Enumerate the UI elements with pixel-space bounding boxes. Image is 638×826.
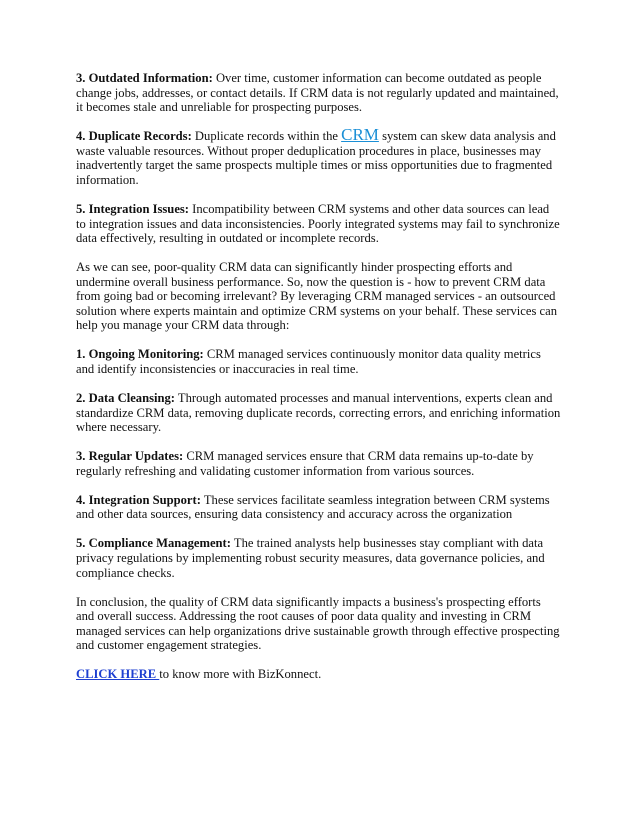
text-outdated-information: Over time, customer information can become outdated as people change jobs, addresses, or contact details. If CRM data is not regularly updated and maintained, it becomes stale and unreliable for prospecting purposes. xyxy=(76,71,559,115)
text-compliance-management: The trained analysts help businesses stay compliant with data privacy regulations by implementing robust security measures, data governance policies, and compliance checks. xyxy=(76,536,545,580)
text-crm-managed-services-intro: As we can see, poor-quality CRM data can significantly hinder prospecting efforts and undermine overall business performance. So, now the question is - how to prevent CRM data from going bad or becoming irrelevant? By leveraging CRM managed services - an outsourced solution where experts maintain and optimize CRM systems on your behalf. These services can help you manage your CRM data through: xyxy=(76,260,558,333)
heading-compliance-management: 5. Compliance Management: xyxy=(76,536,231,551)
text-integration-support: These services facilitate seamless integration between CRM systems and other data sources, ensuring data consistency and accuracy across the organization xyxy=(76,492,550,522)
paragraph-ongoing-monitoring xyxy=(76,347,562,376)
text-ongoing-monitoring: CRM managed services continuously monitor data quality metrics and identify inconsistencies or inaccuracies in real time. xyxy=(76,347,541,377)
paragraph-integration-issues xyxy=(76,202,562,246)
paragraph-crm-managed-services-intro xyxy=(76,260,562,333)
text-data-cleansing: Through automated processes and manual interventions, experts clean and standardize CRM data, removing duplicate records, correcting errors, and enriching information where necessary. xyxy=(76,391,561,435)
paragraph-cta xyxy=(76,667,562,682)
paragraph-compliance-management xyxy=(76,536,562,580)
paragraph-integration-support xyxy=(76,493,562,522)
heading-integration-issues: 5. Integration Issues: xyxy=(76,201,189,216)
paragraph-duplicate-records xyxy=(76,125,562,187)
crm-link[interactable]: CRM xyxy=(341,125,379,145)
paragraph-data-cleansing xyxy=(76,391,562,435)
heading-duplicate-records: 4. Duplicate Records: xyxy=(76,129,192,144)
heading-data-cleansing: 2. Data Cleansing: xyxy=(76,391,176,406)
text-regular-updates: CRM managed services ensure that CRM data remains up-to-date by regularly refreshing and validating customer information from various sources. xyxy=(76,449,534,478)
text-cta: to know more with BizKonnect. xyxy=(159,667,322,682)
paragraph-outdated-information xyxy=(76,71,562,115)
paragraph-conclusion xyxy=(76,595,562,653)
text-duplicate-records-before: Duplicate records within the xyxy=(191,129,342,144)
click-here-link[interactable]: CLICK HERE xyxy=(76,667,160,682)
heading-integration-support: 4. Integration Support: xyxy=(76,492,201,507)
heading-ongoing-monitoring: 1. Ongoing Monitoring: xyxy=(76,347,204,362)
document-page xyxy=(76,71,562,696)
heading-regular-updates: 3. Regular Updates: xyxy=(76,449,184,464)
text-conclusion: In conclusion, the quality of CRM data significantly impacts a business's prospecting efforts and overall success. Addressing the root causes of poor data quality and investing in CRM managed services can help organizations drive sustainable growth through effective prospecting and customer engagement strategies. xyxy=(76,594,560,653)
heading-outdated-information: 3. Outdated Information: xyxy=(76,71,213,85)
text-integration-issues: Incompatibility between CRM systems and other data sources can lead to integration issues and data inconsistencies. Poorly integrated systems may fail to synchronize data effectively, resulting in outdated or incomplete records. xyxy=(76,201,560,246)
text-duplicate-records-after: system can skew data analysis and waste valuable resources. Without proper deduplication procedures in place, businesses may inadvertently target the same prospects multiple times or miss opportunities due to fragmented information. xyxy=(76,129,556,187)
paragraph-regular-updates xyxy=(76,449,562,478)
